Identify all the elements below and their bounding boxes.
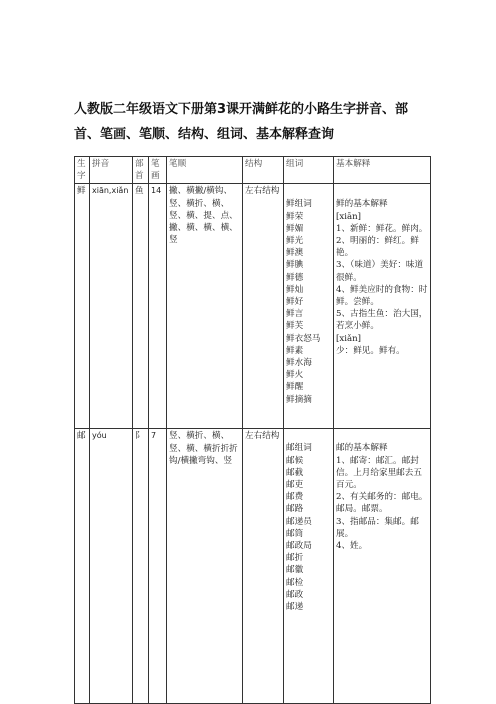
list-item: 邮徽 — [286, 565, 304, 576]
list-item: 4、鲜美应时的食物：时鲜。尝鲜。 — [336, 284, 428, 308]
meaning-cell — [334, 429, 431, 704]
list-item: 鲜光 — [286, 236, 304, 247]
list-item: [xiǎn] — [336, 333, 361, 344]
table-row — [75, 429, 431, 704]
list-item: 鲜澳 — [286, 248, 304, 259]
list-item: 1、邮寄：邮汇。邮封信。上月给家里邮去五百元。 — [336, 455, 422, 491]
list-item: 鲜芙 — [286, 321, 304, 332]
document-title: 人教版二年级语文下册第3课开满鲜花的小路生字拼音、部首、笔画、笔顺、结构、组词、基本解释查询 — [74, 102, 409, 142]
meaning-cell — [334, 184, 431, 429]
meaning-list — [336, 442, 428, 552]
word-list — [286, 442, 331, 613]
words-cell — [284, 184, 334, 429]
structure-cell: 左右结构 — [243, 429, 284, 704]
list-item: 邮递员 — [286, 516, 312, 527]
list-item: 鲜火 — [286, 370, 304, 381]
list-item: 邮筒 — [286, 528, 304, 539]
header-stroke-order: 笔顺 — [167, 157, 243, 184]
list-item: 邮的基本解释 — [336, 443, 388, 454]
words-cell — [284, 429, 334, 704]
stroke-order-cell: 撇、横撇/横钩、竖、横折、横、竖、横、提、点、撇、横、横、横、竖 — [167, 184, 243, 429]
list-item: 3、（味道）美好：味道很鲜。 — [336, 260, 424, 283]
list-item: 邮政局 — [286, 541, 312, 552]
list-item: 2、明丽的：鲜红。鲜艳。 — [336, 236, 419, 259]
list-item: 鲜的基本解释 — [336, 199, 388, 210]
pinyin-cell: xiān,xiǎn — [90, 184, 133, 429]
list-item: 邮检 — [286, 577, 304, 588]
list-item: 5、古指生鱼：治大国，若烹小鲜。 — [336, 309, 428, 332]
list-item: 鲜言 — [286, 309, 304, 320]
header-words: 组词 — [284, 157, 334, 184]
list-item: 鲜素 — [286, 345, 304, 356]
list-item: 邮费 — [286, 492, 304, 503]
strokes-cell: 7 — [149, 429, 167, 704]
list-item: 3、指邮品：集邮。邮展。 — [336, 516, 419, 539]
header-strokes: 笔画 — [149, 157, 167, 184]
list-item: 邮截 — [286, 467, 304, 478]
radical-cell: 阝 — [133, 429, 149, 704]
list-item: 鲜水海 — [286, 358, 312, 369]
list-item: 邮政 — [286, 589, 304, 600]
list-item: 4、姓。 — [336, 541, 368, 552]
list-item: 邮组词 — [286, 443, 312, 454]
char-cell: 邮 — [75, 429, 90, 704]
radical-cell: 鱼 — [133, 184, 149, 429]
list-item: 鲜腆 — [286, 260, 304, 271]
table-row — [75, 184, 431, 429]
list-item: 少：鲜见。鲜有。 — [336, 345, 405, 356]
list-item: 2、有关邮务的：邮电。邮局。邮票。 — [336, 492, 428, 515]
strokes-cell: 14 — [149, 184, 167, 429]
list-item: 鲜灿 — [286, 284, 304, 295]
list-item: 邮候 — [286, 455, 304, 466]
list-item: 鲜好 — [286, 297, 304, 308]
character-table — [74, 156, 431, 704]
list-item: 鲜组词 — [286, 199, 312, 210]
structure-cell: 左右结构 — [243, 184, 284, 429]
pinyin-cell: yóu — [90, 429, 133, 704]
header-pinyin: 拼音 — [90, 157, 133, 184]
list-item: 鲜醒 — [286, 382, 304, 393]
list-item: 鲜德 — [286, 272, 304, 283]
char-cell: 鲜 — [75, 184, 90, 429]
list-item: 1、新鲜：鲜花。鲜肉。 — [336, 223, 428, 234]
list-item: 邮路 — [286, 504, 304, 515]
header-char: 生字 — [75, 157, 90, 184]
list-item: 鲜荣 — [286, 211, 304, 222]
word-list — [286, 198, 331, 405]
table-header-row — [75, 157, 431, 184]
stroke-order-cell: 竖、横折、横、竖、横、横折折折钩/横撇弯钩、竖 — [167, 429, 243, 704]
list-item: 鲜摘摘 — [286, 394, 312, 405]
list-item: 邮递 — [286, 602, 304, 613]
meaning-list — [336, 198, 428, 357]
list-item: 邮折 — [286, 553, 304, 564]
list-item: [xiān] — [336, 211, 361, 222]
list-item: 鲜媚 — [286, 223, 304, 234]
list-item: 邮吏 — [286, 480, 304, 491]
list-item: 鲜衣怒马 — [286, 333, 321, 344]
header-meaning: 基本解释 — [334, 157, 431, 184]
header-structure: 结构 — [243, 157, 284, 184]
header-radical: 部首 — [133, 157, 149, 184]
